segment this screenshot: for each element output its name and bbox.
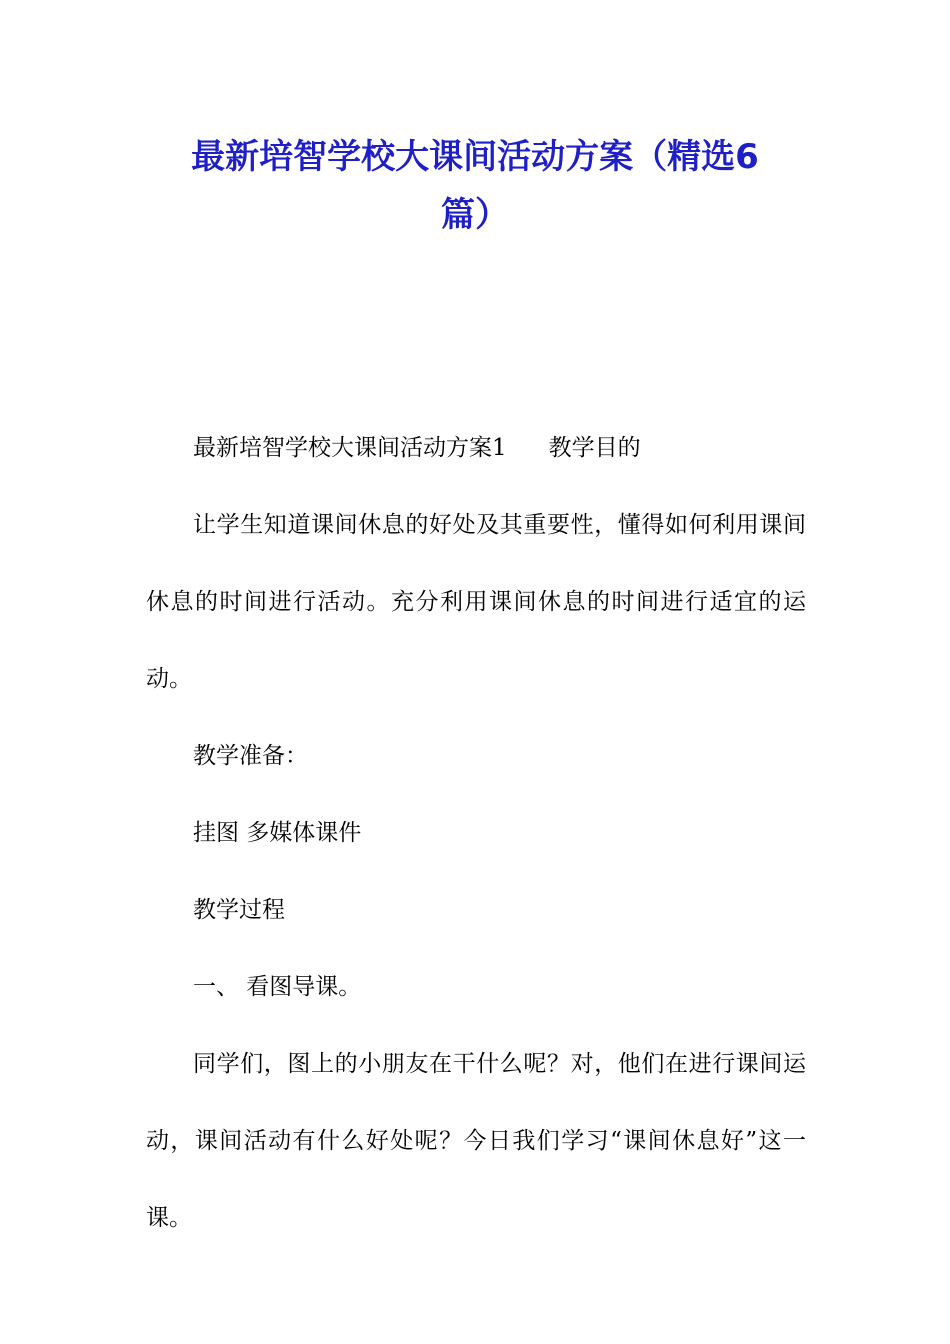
paragraph-step-one: 一、 看图导课。 xyxy=(193,974,362,1000)
document-body xyxy=(146,410,806,1257)
section-heading: 最新培智学校大课间活动方案1 xyxy=(193,435,507,461)
section-subheading: 教学目的 xyxy=(548,435,641,461)
paragraph-preparation-items: 挂图 多媒体课件 xyxy=(193,820,362,846)
section-heading-line xyxy=(146,410,806,487)
document-title: 最新培智学校大课间活动方案（精选6篇） xyxy=(191,137,759,235)
paragraph-preparation-heading: 教学准备： xyxy=(193,743,308,769)
paragraph-objective: 让学生知道课间休息的好处及其重要性，懂得如何利用课间休息的时间进行活动。充分利用课间休息的时间进行适宜的运动。 xyxy=(146,512,806,692)
paragraph-process-heading: 教学过程 xyxy=(193,897,285,923)
paragraph-step-one-text: 同学们，图上的小朋友在干什么呢？对，他们在进行课间运动，课间活动有什么好处呢？今日我们学习“课间休息好”这一课。 xyxy=(146,1051,806,1231)
